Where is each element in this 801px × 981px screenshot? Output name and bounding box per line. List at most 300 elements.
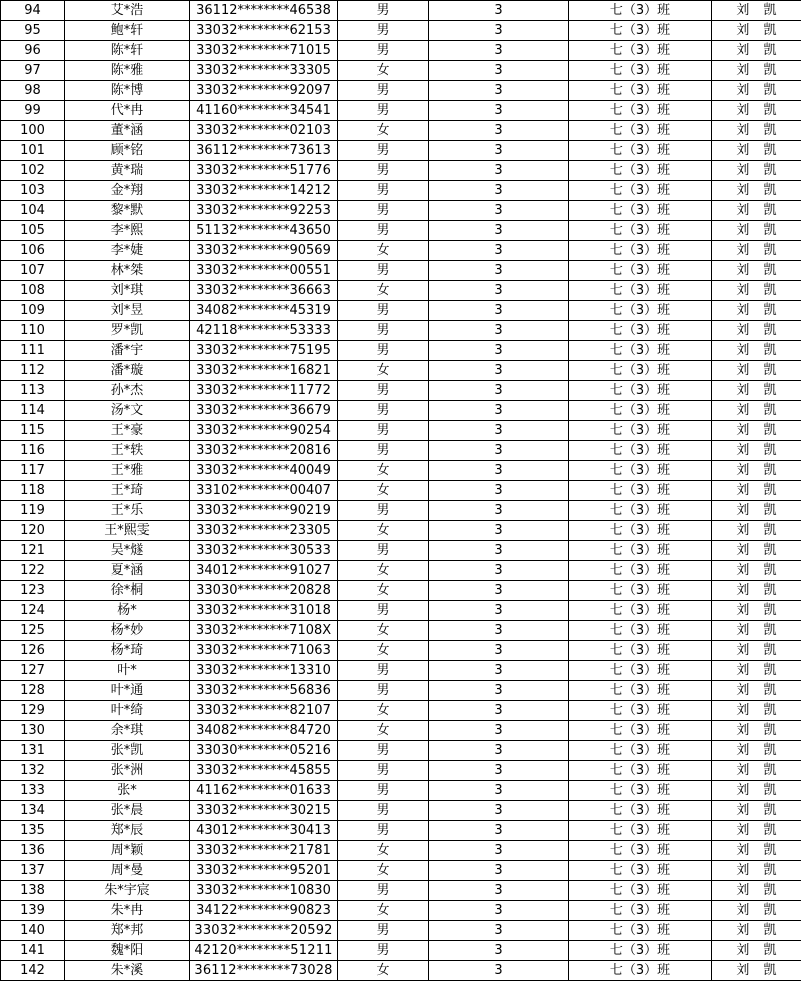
teacher-cell: 刘 凯: [712, 41, 801, 61]
gender-cell: 男: [338, 501, 429, 521]
student-name-cell: 潘*宇: [65, 341, 190, 361]
table-row: [1, 761, 801, 781]
grade-cell: 3: [429, 221, 569, 241]
row-number-cell: 138: [1, 881, 65, 901]
gender-cell: 女: [338, 481, 429, 501]
grade-cell: 3: [429, 661, 569, 681]
id-number-cell: 33032********23305: [190, 521, 338, 541]
row-number-cell: 132: [1, 761, 65, 781]
gender-cell: 女: [338, 561, 429, 581]
class-cell: 七（3）班: [569, 201, 712, 221]
gender-cell: 男: [338, 221, 429, 241]
teacher-cell: 刘 凯: [712, 221, 801, 241]
student-name-cell: 王*豪: [65, 421, 190, 441]
gender-cell: 男: [338, 421, 429, 441]
table-row: [1, 501, 801, 521]
teacher-cell: 刘 凯: [712, 201, 801, 221]
teacher-cell: 刘 凯: [712, 181, 801, 201]
row-number-cell: 99: [1, 101, 65, 121]
gender-cell: 男: [338, 821, 429, 841]
student-name-cell: 杨*: [65, 601, 190, 621]
student-name-cell: 张*凯: [65, 741, 190, 761]
gender-cell: 男: [338, 161, 429, 181]
teacher-cell: 刘 凯: [712, 681, 801, 701]
grade-cell: 3: [429, 441, 569, 461]
table-row: [1, 741, 801, 761]
gender-cell: 女: [338, 721, 429, 741]
grade-cell: 3: [429, 681, 569, 701]
grade-cell: 3: [429, 561, 569, 581]
table-row: [1, 41, 801, 61]
table-row: [1, 821, 801, 841]
table-row: [1, 221, 801, 241]
row-number-cell: 97: [1, 61, 65, 81]
teacher-cell: 刘 凯: [712, 121, 801, 141]
teacher-cell: 刘 凯: [712, 1, 801, 21]
table-row: [1, 141, 801, 161]
student-name-cell: 孙*杰: [65, 381, 190, 401]
class-cell: 七（3）班: [569, 701, 712, 721]
id-number-cell: 33032********90569: [190, 241, 338, 261]
gender-cell: 男: [338, 741, 429, 761]
grade-cell: 3: [429, 261, 569, 281]
teacher-cell: 刘 凯: [712, 801, 801, 821]
row-number-cell: 94: [1, 1, 65, 21]
class-cell: 七（3）班: [569, 961, 712, 981]
grade-cell: 3: [429, 801, 569, 821]
id-number-cell: 33032********13310: [190, 661, 338, 681]
table-row: [1, 261, 801, 281]
row-number-cell: 95: [1, 21, 65, 41]
row-number-cell: 109: [1, 301, 65, 321]
table-row: [1, 1, 801, 21]
row-number-cell: 101: [1, 141, 65, 161]
teacher-cell: 刘 凯: [712, 521, 801, 541]
row-number-cell: 114: [1, 401, 65, 421]
table-row: [1, 961, 801, 981]
teacher-cell: 刘 凯: [712, 321, 801, 341]
student-name-cell: 林*桀: [65, 261, 190, 281]
grade-cell: 3: [429, 81, 569, 101]
student-name-cell: 郑*辰: [65, 821, 190, 841]
table-row: [1, 81, 801, 101]
table-row: [1, 21, 801, 41]
id-number-cell: 33032********02103: [190, 121, 338, 141]
id-number-cell: 36112********73028: [190, 961, 338, 981]
class-cell: 七（3）班: [569, 501, 712, 521]
table-row: [1, 861, 801, 881]
class-cell: 七（3）班: [569, 421, 712, 441]
class-cell: 七（3）班: [569, 621, 712, 641]
id-number-cell: 33032********62153: [190, 21, 338, 41]
id-number-cell: 33032********31018: [190, 601, 338, 621]
grade-cell: 3: [429, 961, 569, 981]
student-name-cell: 陈*轩: [65, 41, 190, 61]
class-cell: 七（3）班: [569, 441, 712, 461]
table-row: [1, 301, 801, 321]
table-row: [1, 601, 801, 621]
class-cell: 七（3）班: [569, 741, 712, 761]
student-name-cell: 汤*文: [65, 401, 190, 421]
row-number-cell: 127: [1, 661, 65, 681]
grade-cell: 3: [429, 361, 569, 381]
gender-cell: 男: [338, 661, 429, 681]
teacher-cell: 刘 凯: [712, 61, 801, 81]
teacher-cell: 刘 凯: [712, 941, 801, 961]
id-number-cell: 33030********05216: [190, 741, 338, 761]
id-number-cell: 33032********36679: [190, 401, 338, 421]
id-number-cell: 34012********91027: [190, 561, 338, 581]
grade-cell: 3: [429, 781, 569, 801]
gender-cell: 男: [338, 541, 429, 561]
id-number-cell: 33032********56836: [190, 681, 338, 701]
student-name-cell: 朱*冉: [65, 901, 190, 921]
grade-cell: 3: [429, 341, 569, 361]
student-name-cell: 吴*燧: [65, 541, 190, 561]
student-name-cell: 朱*溪: [65, 961, 190, 981]
row-number-cell: 104: [1, 201, 65, 221]
gender-cell: 男: [338, 941, 429, 961]
student-name-cell: 刘*昱: [65, 301, 190, 321]
class-cell: 七（3）班: [569, 841, 712, 861]
table-row: [1, 241, 801, 261]
table-row: [1, 401, 801, 421]
student-name-cell: 张*: [65, 781, 190, 801]
id-number-cell: 34082********45319: [190, 301, 338, 321]
class-cell: 七（3）班: [569, 61, 712, 81]
gender-cell: 女: [338, 641, 429, 661]
class-cell: 七（3）班: [569, 81, 712, 101]
grade-cell: 3: [429, 481, 569, 501]
teacher-cell: 刘 凯: [712, 921, 801, 941]
table-row: [1, 681, 801, 701]
class-cell: 七（3）班: [569, 541, 712, 561]
student-name-cell: 王*琦: [65, 481, 190, 501]
student-name-cell: 叶*: [65, 661, 190, 681]
grade-cell: 3: [429, 61, 569, 81]
gender-cell: 男: [338, 101, 429, 121]
row-number-cell: 116: [1, 441, 65, 461]
gender-cell: 女: [338, 461, 429, 481]
student-name-cell: 张*洲: [65, 761, 190, 781]
id-number-cell: 33032********45855: [190, 761, 338, 781]
grade-cell: 3: [429, 201, 569, 221]
id-number-cell: 33032********20816: [190, 441, 338, 461]
class-cell: 七（3）班: [569, 141, 712, 161]
class-cell: 七（3）班: [569, 321, 712, 341]
row-number-cell: 106: [1, 241, 65, 261]
grade-cell: 3: [429, 761, 569, 781]
table-row: [1, 381, 801, 401]
grade-cell: 3: [429, 921, 569, 941]
table-row: [1, 621, 801, 641]
gender-cell: 女: [338, 621, 429, 641]
id-number-cell: 33032********71015: [190, 41, 338, 61]
table-row: [1, 841, 801, 861]
class-cell: 七（3）班: [569, 661, 712, 681]
row-number-cell: 128: [1, 681, 65, 701]
gender-cell: 男: [338, 401, 429, 421]
gender-cell: 女: [338, 701, 429, 721]
class-cell: 七（3）班: [569, 101, 712, 121]
teacher-cell: 刘 凯: [712, 301, 801, 321]
student-name-cell: 陈*雅: [65, 61, 190, 81]
gender-cell: 女: [338, 961, 429, 981]
row-number-cell: 120: [1, 521, 65, 541]
gender-cell: 男: [338, 681, 429, 701]
id-number-cell: 33032********90219: [190, 501, 338, 521]
student-name-cell: 王*雅: [65, 461, 190, 481]
class-cell: 七（3）班: [569, 381, 712, 401]
row-number-cell: 98: [1, 81, 65, 101]
row-number-cell: 125: [1, 621, 65, 641]
class-cell: 七（3）班: [569, 241, 712, 261]
student-name-cell: 刘*琪: [65, 281, 190, 301]
class-cell: 七（3）班: [569, 361, 712, 381]
class-cell: 七（3）班: [569, 561, 712, 581]
row-number-cell: 133: [1, 781, 65, 801]
gender-cell: 女: [338, 521, 429, 541]
student-name-cell: 王*乐: [65, 501, 190, 521]
gender-cell: 女: [338, 61, 429, 81]
grade-cell: 3: [429, 541, 569, 561]
gender-cell: 女: [338, 581, 429, 601]
teacher-cell: 刘 凯: [712, 381, 801, 401]
class-cell: 七（3）班: [569, 681, 712, 701]
gender-cell: 男: [338, 341, 429, 361]
row-number-cell: 134: [1, 801, 65, 821]
grade-cell: 3: [429, 581, 569, 601]
row-number-cell: 123: [1, 581, 65, 601]
class-cell: 七（3）班: [569, 261, 712, 281]
id-number-cell: 33032********30533: [190, 541, 338, 561]
grade-cell: 3: [429, 501, 569, 521]
id-number-cell: 43012********30413: [190, 821, 338, 841]
teacher-cell: 刘 凯: [712, 861, 801, 881]
id-number-cell: 33030********20828: [190, 581, 338, 601]
grade-cell: 3: [429, 841, 569, 861]
student-name-cell: 魏*阳: [65, 941, 190, 961]
row-number-cell: 117: [1, 461, 65, 481]
teacher-cell: 刘 凯: [712, 581, 801, 601]
class-cell: 七（3）班: [569, 401, 712, 421]
teacher-cell: 刘 凯: [712, 701, 801, 721]
student-name-cell: 黎*默: [65, 201, 190, 221]
class-cell: 七（3）班: [569, 941, 712, 961]
gender-cell: 女: [338, 241, 429, 261]
student-name-cell: 顾*铭: [65, 141, 190, 161]
teacher-cell: 刘 凯: [712, 261, 801, 281]
id-number-cell: 34082********84720: [190, 721, 338, 741]
id-number-cell: 34122********90823: [190, 901, 338, 921]
table-row: [1, 341, 801, 361]
class-cell: 七（3）班: [569, 921, 712, 941]
row-number-cell: 108: [1, 281, 65, 301]
row-number-cell: 107: [1, 261, 65, 281]
table-row: [1, 121, 801, 141]
gender-cell: 男: [338, 881, 429, 901]
grade-cell: 3: [429, 601, 569, 621]
table-row: [1, 201, 801, 221]
class-cell: 七（3）班: [569, 821, 712, 841]
row-number-cell: 122: [1, 561, 65, 581]
id-number-cell: 33032********33305: [190, 61, 338, 81]
id-number-cell: 36112********73613: [190, 141, 338, 161]
class-cell: 七（3）班: [569, 181, 712, 201]
grade-cell: 3: [429, 121, 569, 141]
teacher-cell: 刘 凯: [712, 821, 801, 841]
student-name-cell: 罗*凯: [65, 321, 190, 341]
class-cell: 七（3）班: [569, 121, 712, 141]
grade-cell: 3: [429, 321, 569, 341]
student-name-cell: 郑*邦: [65, 921, 190, 941]
id-number-cell: 33032********00551: [190, 261, 338, 281]
gender-cell: 男: [338, 301, 429, 321]
teacher-cell: 刘 凯: [712, 281, 801, 301]
class-cell: 七（3）班: [569, 641, 712, 661]
row-number-cell: 103: [1, 181, 65, 201]
table-row: [1, 481, 801, 501]
gender-cell: 男: [338, 761, 429, 781]
id-number-cell: 33032********40049: [190, 461, 338, 481]
teacher-cell: 刘 凯: [712, 741, 801, 761]
grade-cell: 3: [429, 641, 569, 661]
grade-cell: 3: [429, 101, 569, 121]
teacher-cell: 刘 凯: [712, 561, 801, 581]
id-number-cell: 33032********51776: [190, 161, 338, 181]
row-number-cell: 141: [1, 941, 65, 961]
id-number-cell: 33032********75195: [190, 341, 338, 361]
table-row: [1, 581, 801, 601]
row-number-cell: 136: [1, 841, 65, 861]
student-name-cell: 杨*琦: [65, 641, 190, 661]
table-row: [1, 641, 801, 661]
row-number-cell: 129: [1, 701, 65, 721]
class-cell: 七（3）班: [569, 721, 712, 741]
table-row: [1, 321, 801, 341]
gender-cell: 男: [338, 1, 429, 21]
student-name-cell: 叶*绮: [65, 701, 190, 721]
teacher-cell: 刘 凯: [712, 481, 801, 501]
class-cell: 七（3）班: [569, 341, 712, 361]
student-name-cell: 余*琪: [65, 721, 190, 741]
student-name-cell: 李*婕: [65, 241, 190, 261]
student-name-cell: 王*熙雯: [65, 521, 190, 541]
table-row: [1, 661, 801, 681]
id-number-cell: 33032********95201: [190, 861, 338, 881]
student-name-cell: 鲍*轩: [65, 21, 190, 41]
row-number-cell: 112: [1, 361, 65, 381]
id-number-cell: 33032********7108X: [190, 621, 338, 641]
grade-cell: 3: [429, 461, 569, 481]
table-row: [1, 181, 801, 201]
teacher-cell: 刘 凯: [712, 721, 801, 741]
table-row: [1, 521, 801, 541]
grade-cell: 3: [429, 521, 569, 541]
row-number-cell: 100: [1, 121, 65, 141]
class-cell: 七（3）班: [569, 161, 712, 181]
table-row: [1, 421, 801, 441]
row-number-cell: 142: [1, 961, 65, 981]
teacher-cell: 刘 凯: [712, 661, 801, 681]
row-number-cell: 121: [1, 541, 65, 561]
gender-cell: 男: [338, 21, 429, 41]
id-number-cell: 33032********90254: [190, 421, 338, 441]
grade-cell: 3: [429, 1, 569, 21]
grade-cell: 3: [429, 861, 569, 881]
table-row: [1, 781, 801, 801]
class-cell: 七（3）班: [569, 901, 712, 921]
table-row: [1, 901, 801, 921]
teacher-cell: 刘 凯: [712, 621, 801, 641]
row-number-cell: 102: [1, 161, 65, 181]
class-cell: 七（3）班: [569, 221, 712, 241]
teacher-cell: 刘 凯: [712, 761, 801, 781]
class-cell: 七（3）班: [569, 301, 712, 321]
class-cell: 七（3）班: [569, 861, 712, 881]
id-number-cell: 42120********51211: [190, 941, 338, 961]
teacher-cell: 刘 凯: [712, 361, 801, 381]
grade-cell: 3: [429, 281, 569, 301]
row-number-cell: 124: [1, 601, 65, 621]
student-name-cell: 杨*妙: [65, 621, 190, 641]
gender-cell: 男: [338, 781, 429, 801]
gender-cell: 男: [338, 601, 429, 621]
table-row: [1, 61, 801, 81]
gender-cell: 男: [338, 181, 429, 201]
id-number-cell: 33032********16821: [190, 361, 338, 381]
grade-cell: 3: [429, 621, 569, 641]
grade-cell: 3: [429, 21, 569, 41]
class-cell: 七（3）班: [569, 281, 712, 301]
gender-cell: 女: [338, 861, 429, 881]
teacher-cell: 刘 凯: [712, 541, 801, 561]
student-name-cell: 董*涵: [65, 121, 190, 141]
table-row: [1, 721, 801, 741]
table-row: [1, 281, 801, 301]
id-number-cell: 33032********11772: [190, 381, 338, 401]
id-number-cell: 33032********14212: [190, 181, 338, 201]
gender-cell: 女: [338, 901, 429, 921]
gender-cell: 男: [338, 441, 429, 461]
grade-cell: 3: [429, 161, 569, 181]
row-number-cell: 137: [1, 861, 65, 881]
grade-cell: 3: [429, 701, 569, 721]
row-number-cell: 126: [1, 641, 65, 661]
teacher-cell: 刘 凯: [712, 21, 801, 41]
gender-cell: 女: [338, 121, 429, 141]
row-number-cell: 119: [1, 501, 65, 521]
teacher-cell: 刘 凯: [712, 881, 801, 901]
class-cell: 七（3）班: [569, 521, 712, 541]
teacher-cell: 刘 凯: [712, 841, 801, 861]
grade-cell: 3: [429, 381, 569, 401]
id-number-cell: 33032********71063: [190, 641, 338, 661]
id-number-cell: 33032********92097: [190, 81, 338, 101]
table-row: [1, 461, 801, 481]
row-number-cell: 135: [1, 821, 65, 841]
class-cell: 七（3）班: [569, 41, 712, 61]
row-number-cell: 113: [1, 381, 65, 401]
teacher-cell: 刘 凯: [712, 901, 801, 921]
table-row: [1, 361, 801, 381]
row-number-cell: 105: [1, 221, 65, 241]
grade-cell: 3: [429, 901, 569, 921]
grade-cell: 3: [429, 41, 569, 61]
gender-cell: 男: [338, 321, 429, 341]
grade-cell: 3: [429, 401, 569, 421]
row-number-cell: 139: [1, 901, 65, 921]
